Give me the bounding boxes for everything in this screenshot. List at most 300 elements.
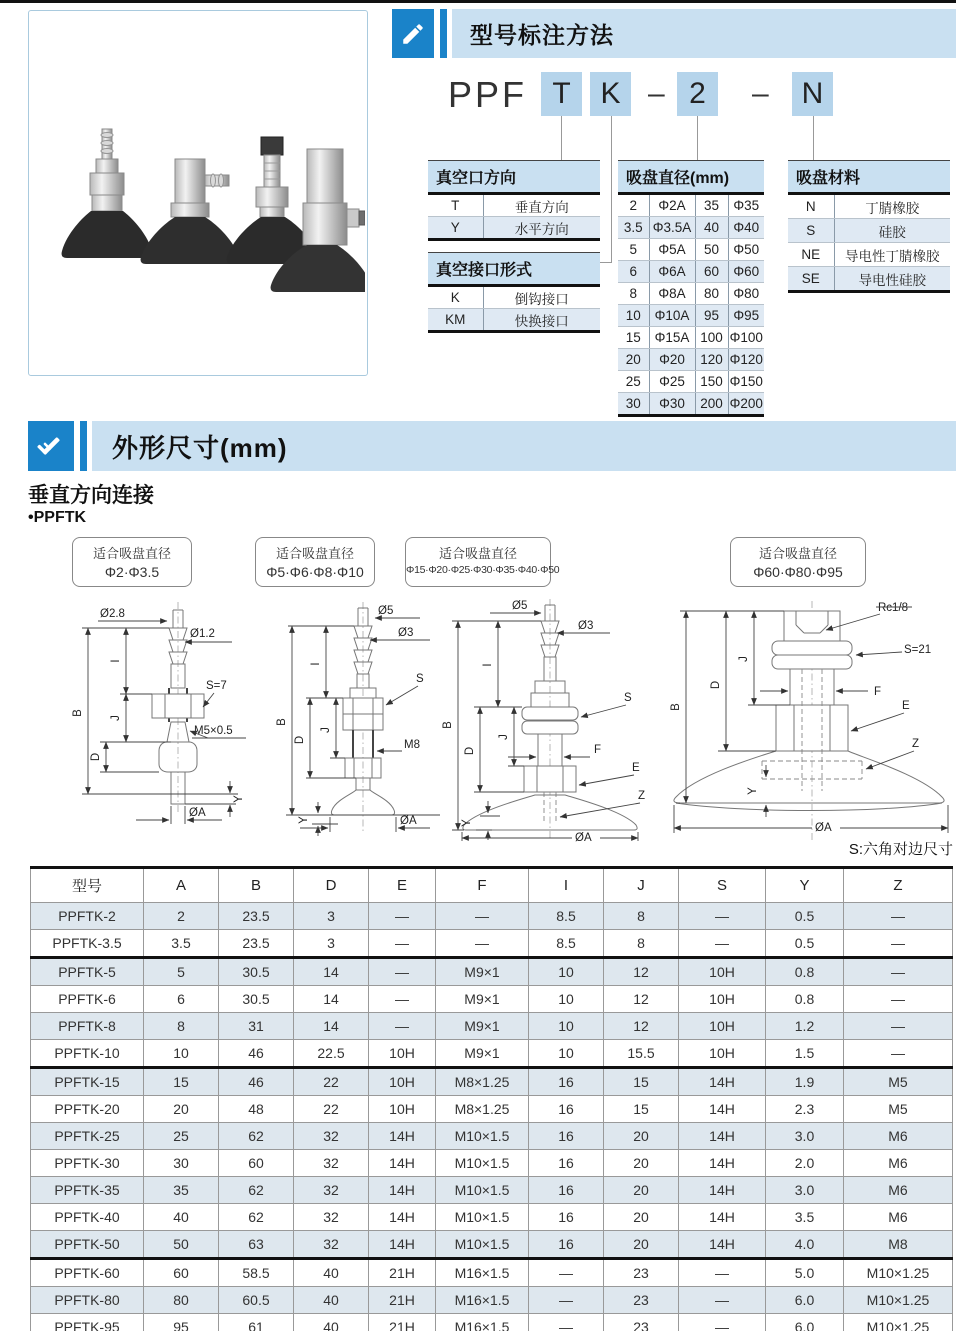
table-cell: 15 (144, 1068, 219, 1096)
col-header: Z (844, 868, 953, 903)
table-cell: 10H (369, 1040, 436, 1068)
table-cell: PPFTK-2 (31, 903, 144, 930)
col-header: S (679, 868, 766, 903)
table-cell: Φ15A (649, 327, 695, 349)
table-cell: 31 (219, 1013, 294, 1040)
table-cell: Φ150 (728, 371, 764, 393)
table-cell: 40 (294, 1314, 369, 1331)
table-cell: M8 (844, 1231, 953, 1259)
table-cell: PPFTK-35 (31, 1177, 144, 1204)
table-cell: 50 (695, 239, 728, 261)
dim-label: D (294, 735, 306, 745)
table-cell: 倒钩接口 (483, 286, 600, 309)
dim-label: S (416, 673, 424, 685)
table-cell: SE (788, 267, 834, 292)
table-cell: Φ35 (728, 194, 764, 217)
dim-label: Y (747, 787, 759, 795)
table-cell: 14H (679, 1123, 766, 1150)
table-cell: 10H (679, 1040, 766, 1068)
table-cell: 95 (144, 1314, 219, 1331)
dim-label: M8 (404, 739, 420, 751)
dimension-drawing-medium (258, 598, 458, 840)
table-row (618, 371, 764, 393)
dim-label: Ø5 (378, 605, 394, 617)
table-cell: 12 (604, 986, 679, 1013)
table-cell: M10×1.25 (844, 1259, 953, 1287)
table-cell: Φ6A (649, 261, 695, 283)
table-row (618, 393, 764, 416)
table-cell: 10H (369, 1068, 436, 1096)
dimension-drawing-xlarge (662, 595, 956, 847)
table-cell: 15 (604, 1096, 679, 1123)
table-cell: 16 (529, 1204, 604, 1231)
dimension-drawing-small (38, 598, 250, 840)
table-row (31, 1123, 953, 1150)
table-row (31, 1287, 953, 1314)
table-row (31, 1231, 953, 1259)
dim-label: Z (638, 790, 646, 802)
table-cell: 60 (144, 1259, 219, 1287)
table-cell: — (436, 903, 529, 930)
table-cell: 16 (529, 1177, 604, 1204)
table-cell: 16 (529, 1096, 604, 1123)
spec-table (30, 866, 953, 1331)
table-cell: 丁腈橡胶 (834, 194, 950, 219)
table-cell: 35 (144, 1177, 219, 1204)
dim-label: Y (233, 795, 245, 803)
table-cell: 6.0 (766, 1314, 844, 1331)
table-row (31, 1177, 953, 1204)
table-row (618, 327, 764, 349)
fit-range-box (405, 537, 560, 587)
table-cell: 32 (294, 1123, 369, 1150)
table-cell: Φ30 (649, 393, 695, 416)
table-row (31, 1150, 953, 1177)
table-cell: Φ200 (728, 393, 764, 416)
dim-label: Y (461, 819, 473, 827)
table-cell: 14H (369, 1231, 436, 1259)
table-cell: Φ95 (728, 305, 764, 327)
table-cell: 1.2 (766, 1013, 844, 1040)
table-cell: Φ60 (728, 261, 764, 283)
table-cell: M10×1.25 (844, 1314, 953, 1331)
table-cell: N (788, 194, 834, 219)
connector-line (561, 116, 562, 160)
table-cell: 58.5 (219, 1259, 294, 1287)
table-cell: 22.5 (294, 1040, 369, 1068)
diameter-table (618, 160, 764, 417)
dimension-drawing-large (432, 595, 662, 843)
table-cell: 62 (219, 1123, 294, 1150)
col-header: J (604, 868, 679, 903)
table-cell: — (369, 986, 436, 1013)
table-cell: Φ2A (649, 194, 695, 217)
table-cell: 20 (144, 1096, 219, 1123)
col-header: B (219, 868, 294, 903)
table-cell: 14H (679, 1231, 766, 1259)
table-cell: 10 (144, 1040, 219, 1068)
table-cell: PPFTK-8 (31, 1013, 144, 1040)
table-row (618, 194, 764, 217)
table-cell: 3 (294, 930, 369, 958)
table-cell: 48 (219, 1096, 294, 1123)
table-cell: — (529, 1259, 604, 1287)
table-cell: PPFTK-3.5 (31, 930, 144, 958)
product-photo (28, 10, 368, 376)
fit-diameters: Φ60·Φ80·Φ95 (753, 564, 843, 580)
caliper-icon (28, 421, 74, 471)
table-cell: M16×1.5 (436, 1259, 529, 1287)
col-header: 型号 (31, 868, 144, 903)
table-row (618, 349, 764, 371)
table-cell: 16 (529, 1123, 604, 1150)
table-row (31, 1040, 953, 1068)
table-cell: 20 (604, 1177, 679, 1204)
table-cell: 8 (144, 1013, 219, 1040)
dim-label: D (464, 746, 476, 756)
table-cell: 硅胶 (834, 219, 950, 243)
dim-label: B (72, 709, 84, 717)
section-title: 外形尺寸(mm) (112, 432, 288, 463)
section-header-dimensions (92, 421, 956, 471)
table-cell: — (436, 930, 529, 958)
table-cell: 100 (695, 327, 728, 349)
dim-label: Ø3 (398, 627, 414, 639)
table-cell: — (679, 930, 766, 958)
fit-range-box (255, 537, 375, 587)
table-cell: — (844, 958, 953, 986)
table-cell: 15 (618, 327, 649, 349)
table-cell: M10×1.25 (844, 1287, 953, 1314)
table-cell: 14H (679, 1150, 766, 1177)
table-title: 吸盘直径(mm) (618, 161, 764, 194)
table-cell: 14H (679, 1204, 766, 1231)
table-row (788, 219, 950, 243)
table-cell: 0.8 (766, 986, 844, 1013)
table-cell: 80 (695, 283, 728, 305)
dim-label: I (310, 662, 322, 666)
table-cell: 16 (529, 1068, 604, 1096)
table-cell: 50 (144, 1231, 219, 1259)
table-cell: M9×1 (436, 958, 529, 986)
table-cell: 40 (294, 1259, 369, 1287)
model-code-seg-t: T (541, 72, 582, 116)
table-cell: 23 (604, 1314, 679, 1331)
table-cell: 5 (144, 958, 219, 986)
table-row (31, 958, 953, 986)
table-cell: PPFTK-80 (31, 1287, 144, 1314)
dim-label: D (710, 680, 722, 690)
table-cell: 12 (604, 958, 679, 986)
table-cell: 32 (294, 1204, 369, 1231)
table-cell: 2 (618, 194, 649, 217)
dim-label: M5×0.5 (194, 725, 233, 737)
connector-line (813, 116, 814, 160)
table-cell: 6.0 (766, 1287, 844, 1314)
table-cell: PPFTK-30 (31, 1150, 144, 1177)
table-cell: 62 (219, 1204, 294, 1231)
table-cell: Φ3.5A (649, 217, 695, 239)
table-cell: — (369, 903, 436, 930)
table-cell: M10×1.5 (436, 1177, 529, 1204)
table-cell: 30.5 (219, 986, 294, 1013)
table-row (788, 267, 950, 292)
table-cell: Y (428, 217, 483, 240)
table-cell: 2.3 (766, 1096, 844, 1123)
table-title: 真空口方向 (428, 161, 600, 194)
table-cell: Φ10A (649, 305, 695, 327)
dim-label: Z (912, 738, 920, 750)
suction-cup-1 (62, 129, 153, 258)
dim-label: Y (298, 816, 310, 824)
table-cell: 30.5 (219, 958, 294, 986)
model-code-prefix: PPF (448, 74, 528, 115)
connection-subtitle: 垂直方向连接 (28, 484, 154, 507)
dim-label: F (594, 744, 602, 756)
table-cell: Φ100 (728, 327, 764, 349)
dim-label: ØA (575, 832, 592, 843)
table-cell: Φ40 (728, 217, 764, 239)
table-cell: NE (788, 243, 834, 267)
table-cell: 200 (695, 393, 728, 416)
table-cell: 21H (369, 1259, 436, 1287)
dim-label: D (90, 752, 102, 762)
page-top-rule (0, 0, 956, 3)
table-cell: 14H (679, 1068, 766, 1096)
dim-label: S=21 (904, 644, 932, 656)
table-cell: PPFTK-6 (31, 986, 144, 1013)
table-cell: PPFTK-50 (31, 1231, 144, 1259)
table-cell: Φ80 (728, 283, 764, 305)
table-cell: 25 (144, 1123, 219, 1150)
section-title: 型号标注方法 (470, 22, 614, 48)
table-row (788, 243, 950, 267)
table-cell: 32 (294, 1231, 369, 1259)
col-header: A (144, 868, 219, 903)
table-cell: 2 (144, 903, 219, 930)
table-cell: 5 (618, 239, 649, 261)
table-cell: 14H (369, 1123, 436, 1150)
model-code-seg-k: K (590, 72, 631, 116)
model-code-seg-mat: N (792, 72, 833, 116)
table-cell: 40 (294, 1287, 369, 1314)
table-cell: 10H (679, 986, 766, 1013)
table-cell: — (844, 1013, 953, 1040)
table-row (31, 1314, 953, 1331)
table-cell: PPFTK-40 (31, 1204, 144, 1231)
table-cell: Φ50 (728, 239, 764, 261)
table-row (31, 986, 953, 1013)
table-row (428, 286, 600, 309)
table-cell: 35 (695, 194, 728, 217)
table-cell: PPFTK-5 (31, 958, 144, 986)
section-header-model (452, 9, 956, 58)
table-cell: 30 (144, 1150, 219, 1177)
table-cell: 120 (695, 349, 728, 371)
table-cell: M8×1.25 (436, 1096, 529, 1123)
col-header: F (436, 868, 529, 903)
table-cell: 导电性硅胶 (834, 267, 950, 292)
table-cell: 20 (604, 1123, 679, 1150)
table-cell: — (679, 1314, 766, 1331)
dim-label: ØA (400, 815, 417, 827)
dim-label: J (320, 727, 332, 733)
table-row (428, 309, 600, 332)
suction-cups-photo (29, 11, 365, 373)
table-cell: 46 (219, 1040, 294, 1068)
dim-label: E (902, 700, 910, 712)
table-row (618, 283, 764, 305)
table-row (31, 903, 953, 930)
dim-label: S (624, 692, 632, 704)
table-row (788, 194, 950, 219)
table-cell: 63 (219, 1231, 294, 1259)
table-cell: 14H (369, 1204, 436, 1231)
table-cell: 95 (695, 305, 728, 327)
fit-label: 适合吸盘直径 (92, 546, 171, 561)
table-cell: 62 (219, 1177, 294, 1204)
table-cell: 3.5 (766, 1204, 844, 1231)
table-cell: — (369, 930, 436, 958)
table-cell: 10 (529, 958, 604, 986)
model-code-dash: – (648, 77, 665, 110)
table-cell: PPFTK-60 (31, 1259, 144, 1287)
table-cell: 15.5 (604, 1040, 679, 1068)
table-cell: KM (428, 309, 483, 332)
table-cell: 14 (294, 1013, 369, 1040)
header-accent-bar (80, 421, 87, 471)
dim-label: Ø3 (578, 620, 594, 632)
dim-label: B (670, 703, 682, 711)
header-accent-bar (440, 9, 447, 58)
connector-line (611, 116, 612, 263)
table-cell: T (428, 194, 483, 217)
table-row (31, 1096, 953, 1123)
table-cell: 60 (695, 261, 728, 283)
table-cell: 30 (618, 393, 649, 416)
table-row (31, 930, 953, 958)
table-cell: 6 (618, 261, 649, 283)
table-cell: 垂直方向 (483, 194, 600, 217)
pencil-icon (392, 9, 434, 58)
table-cell: 60 (219, 1150, 294, 1177)
col-header: I (529, 868, 604, 903)
table-cell: 1.5 (766, 1040, 844, 1068)
table-cell: 20 (604, 1231, 679, 1259)
table-row (31, 1259, 953, 1287)
table-cell: — (679, 903, 766, 930)
table-cell: 10 (529, 986, 604, 1013)
table-cell: 10H (369, 1096, 436, 1123)
dim-label: F (874, 686, 882, 698)
table-cell: M10×1.5 (436, 1204, 529, 1231)
table-cell: PPFTK-95 (31, 1314, 144, 1331)
table-cell: PPFTK-20 (31, 1096, 144, 1123)
table-cell: 3.5 (144, 930, 219, 958)
table-cell: 23 (604, 1259, 679, 1287)
table-cell: 23 (604, 1287, 679, 1314)
table-cell: Φ25 (649, 371, 695, 393)
table-cell: — (369, 958, 436, 986)
table-cell: 22 (294, 1096, 369, 1123)
table-cell: M16×1.5 (436, 1287, 529, 1314)
material-table (788, 160, 950, 293)
table-cell: 6 (144, 986, 219, 1013)
table-cell: PPFTK-10 (31, 1040, 144, 1068)
table-cell: K (428, 286, 483, 309)
table-cell: Φ8A (649, 283, 695, 305)
dim-label: E (632, 762, 640, 774)
table-cell: 8 (604, 930, 679, 958)
dim-label: ØA (815, 822, 832, 834)
table-cell: M6 (844, 1150, 953, 1177)
table-cell: 14H (369, 1150, 436, 1177)
table-cell: Φ5A (649, 239, 695, 261)
fit-range-box (72, 537, 192, 587)
connector-line (600, 262, 612, 263)
table-cell: 水平方向 (483, 217, 600, 240)
table-cell: — (844, 986, 953, 1013)
table-cell: 4.0 (766, 1231, 844, 1259)
table-row (618, 217, 764, 239)
table-row (428, 194, 600, 217)
table-title: 真空接口形式 (428, 253, 600, 286)
fit-label: 适合吸盘直径 (275, 546, 354, 561)
table-cell: M5 (844, 1096, 953, 1123)
table-title: 吸盘材料 (788, 161, 950, 194)
table-cell: 12 (604, 1013, 679, 1040)
table-row (31, 1013, 953, 1040)
dim-label: Ø2.8 (100, 608, 125, 620)
table-cell: M10×1.5 (436, 1123, 529, 1150)
table-cell: — (844, 903, 953, 930)
table-cell: 3.0 (766, 1123, 844, 1150)
suction-cup-2 (141, 159, 240, 264)
table-cell: 22 (294, 1068, 369, 1096)
table-cell: 3.5 (618, 217, 649, 239)
fit-diameters: Φ5·Φ6·Φ8·Φ10 (266, 564, 364, 580)
table-cell: 8.5 (529, 903, 604, 930)
table-cell: 8 (618, 283, 649, 305)
table-cell: — (529, 1314, 604, 1331)
table-cell: 60.5 (219, 1287, 294, 1314)
table-cell: 10 (529, 1013, 604, 1040)
dim-label: J (738, 656, 750, 662)
table-cell: 3 (294, 903, 369, 930)
table-cell: 10H (679, 958, 766, 986)
table-cell: 0.5 (766, 903, 844, 930)
model-code-dash: – (752, 77, 769, 110)
table-cell: 10 (618, 305, 649, 327)
table-cell: 32 (294, 1177, 369, 1204)
table-cell: 20 (604, 1150, 679, 1177)
table-row (31, 1204, 953, 1231)
table-cell: 16 (529, 1150, 604, 1177)
dim-label: J (498, 734, 510, 740)
table-cell: 0.8 (766, 958, 844, 986)
dim-label: Ø1.2 (190, 628, 215, 640)
table-cell: — (844, 1040, 953, 1068)
table-cell: M9×1 (436, 1013, 529, 1040)
table-cell: 14H (369, 1177, 436, 1204)
model-code-seg-dia: 2 (677, 72, 718, 116)
table-cell: 8.5 (529, 930, 604, 958)
table-cell: 2.0 (766, 1150, 844, 1177)
table-cell: 10H (679, 1013, 766, 1040)
table-cell: 40 (144, 1204, 219, 1231)
table-cell: M9×1 (436, 986, 529, 1013)
spec-header-row (31, 868, 953, 903)
